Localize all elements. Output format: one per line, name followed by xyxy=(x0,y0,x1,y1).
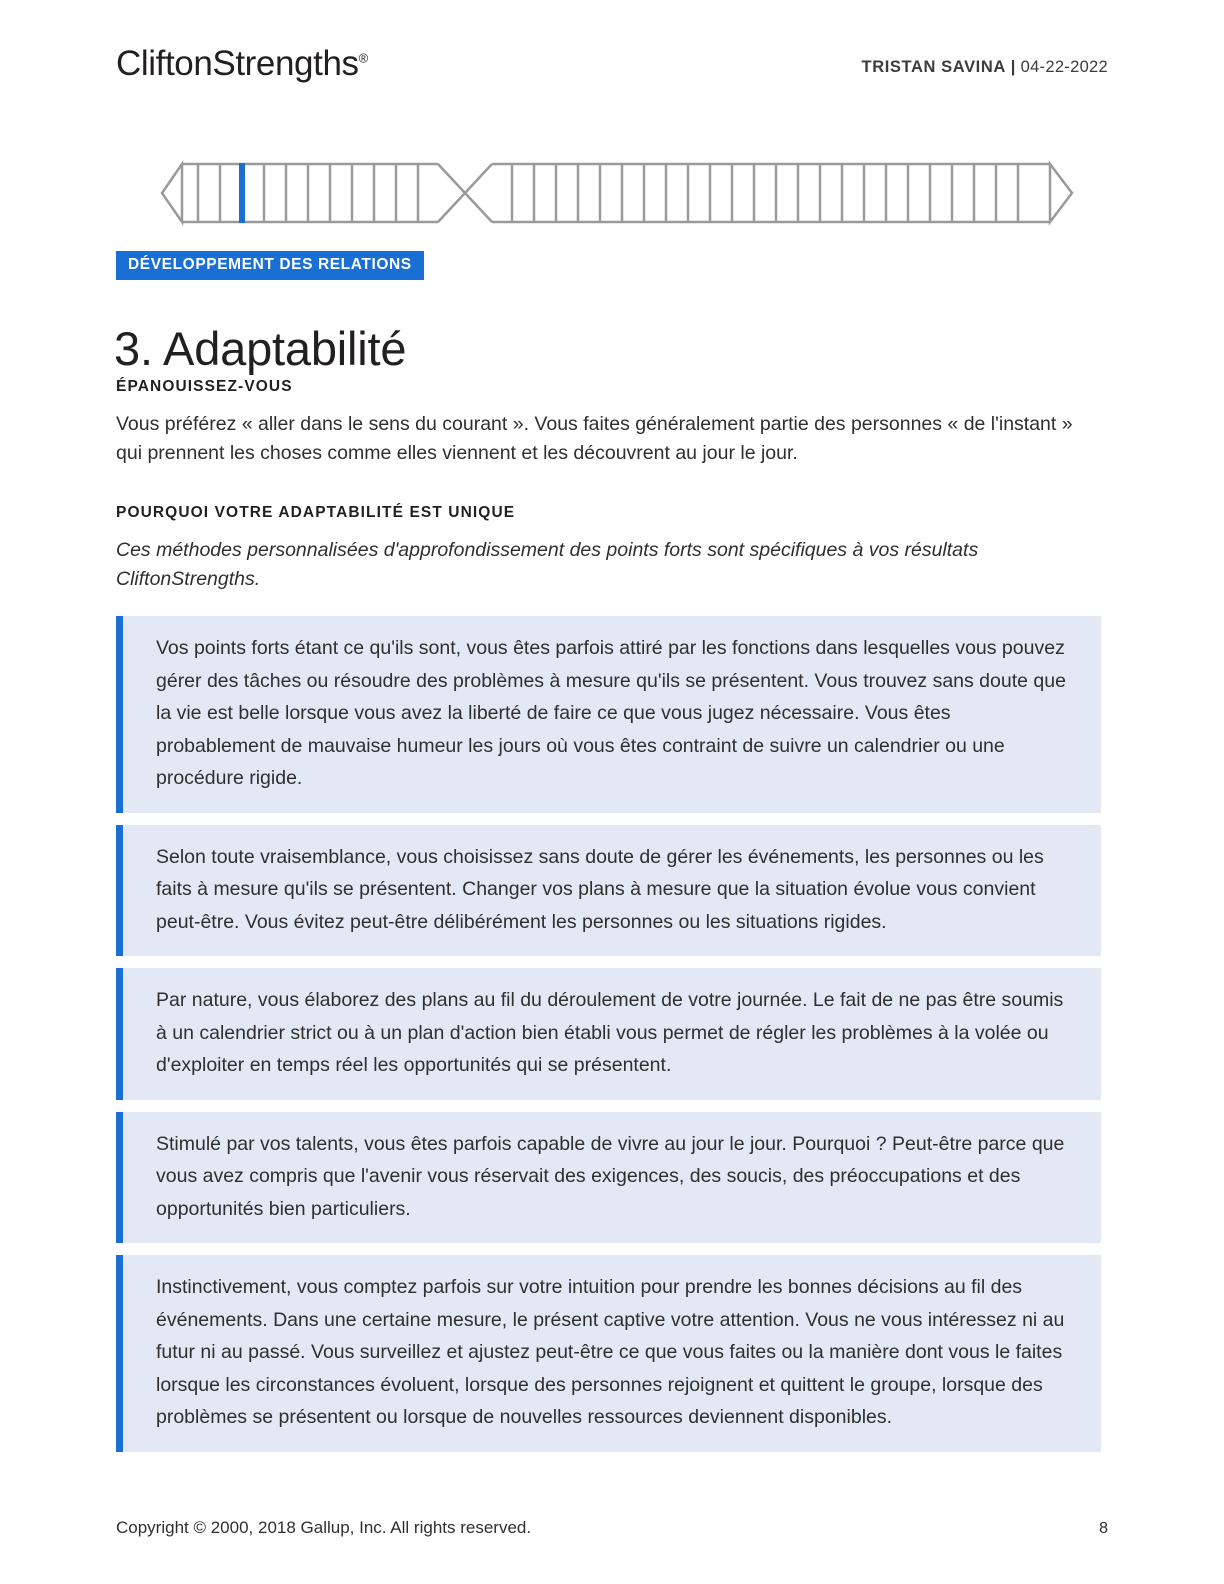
list-item xyxy=(116,1255,1101,1452)
insight-text: Selon toute vraisemblance, vous choisissez sans doute de gérer les événements, les personnes ou les faits à mesure qu'ils se présentent. Changer vos plans à mesure que la situation évolue vous convient peut-être. Vous évitez peut-être délibérément les personnes ou les situations rigides. xyxy=(156,845,1044,933)
intro-content xyxy=(116,378,1096,594)
insight-text: Par nature, vous élaborez des plans au fil du déroulement de votre journée. Le fait de ne pas être soumis à un calendrier strict ou à un plan d'action bien établi vous permet de régler les problèmes à la volée ou d'exploiter en temps réel les opportunités qui se présentent. xyxy=(156,989,1064,1076)
list-item xyxy=(116,616,1101,813)
dna-strip-graphic xyxy=(120,148,1096,238)
insight-list xyxy=(116,616,1101,1464)
page-footer xyxy=(116,1518,1108,1542)
page-header xyxy=(116,44,1108,104)
list-item xyxy=(116,825,1101,957)
meta-separator: | xyxy=(1010,58,1016,76)
insight-accent-bar xyxy=(116,825,123,957)
user-name: TRISTAN SAVINA xyxy=(861,58,1006,76)
page-title: 3. Adaptabilité xyxy=(114,322,407,376)
flourish-body: Vous préférez « aller dans le sens du courant ». Vous faites généralement partie des personnes « de l'instant » qui prennent les choses comme elles viennent et les découvrent au jour le jour. xyxy=(116,413,1073,464)
cliftonstrengths-logo xyxy=(116,44,368,84)
insight-accent-bar xyxy=(116,1255,123,1452)
insight-accent-bar xyxy=(116,968,123,1100)
unique-body: Ces méthodes personnalisées d'approfondissement des points forts sont spécifiques à vos résultats CliftonStrengths. xyxy=(116,539,979,590)
logo-text: CliftonStrengths xyxy=(116,44,359,83)
header-meta xyxy=(862,58,1108,77)
list-item xyxy=(116,968,1101,1100)
insight-accent-bar xyxy=(116,616,123,813)
insight-text: Stimulé par vos talents, vous êtes parfois capable de vivre au jour le jour. Pourquoi ? Peut-être parce que vous avez compris que l'avenir vous réservait des exigences, des soucis, des préoccupations et des opportunités bien particuliers. xyxy=(156,1132,1065,1220)
report-date: 04-22-2022 xyxy=(1020,58,1108,76)
insight-accent-bar xyxy=(116,1112,123,1244)
page-number: 8 xyxy=(1099,1520,1108,1537)
insight-text: Instinctivement, vous comptez parfois sur votre intuition pour prendre les bonnes décisions au fil des événements. Dans une certaine mesure, le présent captive votre attention. Vous ne vous intéressez ni au futur ni au passé. Vous surveillez et ajustez peut-être ce que vous faites ou la manière dont vous le faites lorsque les circonstances évoluent, lorsque des personnes rejoignent et quittent le groupe, lorsque des problèmes se présentent ou lorsque de nouvelles ressources deviennent disponibles. xyxy=(156,1276,1065,1428)
unique-heading: POURQUOI VOTRE ADAPTABILITÉ EST UNIQUE xyxy=(116,504,516,521)
registered-trademark-icon: ® xyxy=(358,50,369,66)
insight-text: Vos points forts étant ce qu'ils sont, vous êtes parfois attiré par les fonctions dans lesquelles vous pouvez gérer des tâches ou résoudre des problèmes à mesure qu'ils se présentent. Vous trouvez sans doute que la vie est belle lorsque vous avez la liberté de faire ce que vous jugez nécessaire. Vous êtes probablement de mauvaise humeur les jours où vous êtes contraint de suivre un calendrier ou une procédure rigide. xyxy=(156,637,1066,789)
domain-badge: DÉVELOPPEMENT DES RELATIONS xyxy=(116,251,424,280)
flourish-heading: ÉPANOUISSEZ-VOUS xyxy=(116,378,293,395)
list-item xyxy=(116,1112,1101,1244)
copyright-text: Copyright © 2000, 2018 Gallup, Inc. All rights reserved. xyxy=(116,1518,532,1537)
